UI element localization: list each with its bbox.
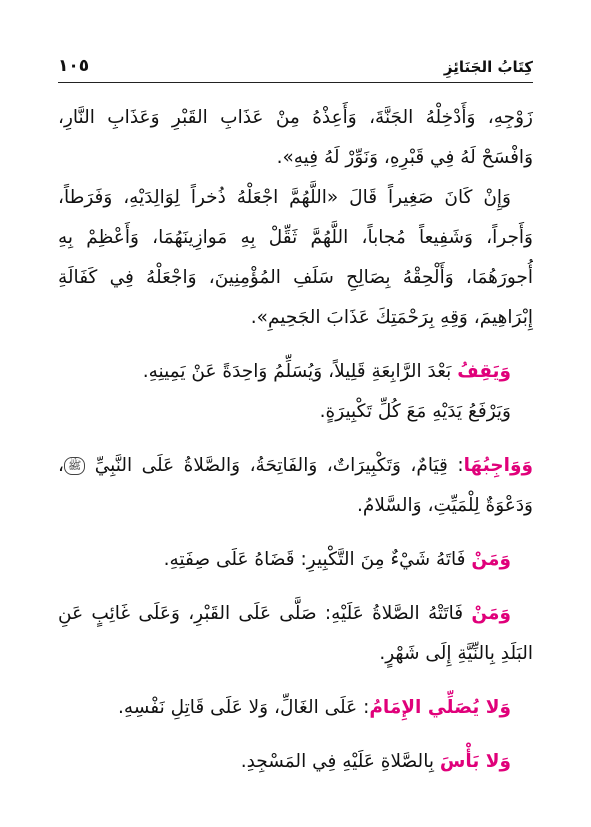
keyword-wa-man: وَمَنْ <box>471 603 511 624</box>
book-title: كِتَابُ الجَنَائِزِ <box>443 58 533 76</box>
keyword-wajibuha: وَوَاجِبُهَا <box>463 455 533 476</box>
paragraph-mosque-prayer <box>58 742 533 782</box>
paragraph-text: : عَلَى الغَالِّ، وَلا عَلَى قَاتِلِ نَفْسِهِ. <box>117 697 370 718</box>
paragraph-text: بِالصَّلاةِ عَلَيْهِ فِي المَسْجِدِ. <box>240 751 440 772</box>
keyword-yaqif: وَيَقِفُ <box>457 361 511 382</box>
paragraph-text: فَاتَتْهُ الصَّلاةُ عَلَيْهِ: صَلَّى عَلَى القَبْرِ، وَعَلَى غَائِبٍ عَنِ البَلَدِ بِالنِّيَّةِ إِلَى شَهْرٍ. <box>58 603 533 664</box>
keyword-imam: وَلا يُصَلِّي الإِمَامُ <box>369 697 511 718</box>
paragraph-missed-takbir <box>58 540 533 580</box>
keyword-wa-man: وَمَنْ <box>471 549 511 570</box>
paragraph-imam-not-pray <box>58 688 533 728</box>
paragraph-raising-hands: وَيَرْفَعُ يَدَيْهِ مَعَ كُلِّ تَكْبِيرَةٍ. <box>319 401 511 422</box>
paragraph-text: فَاتَهُ شَيْءٌ مِنَ التَّكْبِيرِ: قَضَاهُ عَلَى صِفَتِهِ. <box>163 549 472 570</box>
salla-ligature-icon: ﷺ <box>64 457 85 475</box>
keyword-la-bas: وَلا بَأْسَ <box>439 751 511 772</box>
page-body <box>58 98 533 782</box>
paragraph-text: ، وَدَعْوَةٌ لِلْمَيِّتِ، وَالسَّلامُ. <box>58 455 533 516</box>
paragraph-dua-adult-end: زَوْجِهِ، وَأَدْخِلْهُ الجَنَّةَ، وَأَعِذْهُ مِنْ عَذَابِ القَبْرِ وَعَذَابِ النَّارِ، وَافْسَحْ لَهُ فِي قَبْرِهِ، وَنَوِّرْ لَهُ فِيهِ». <box>58 107 533 168</box>
paragraph-dua-child: وَإِنْ كَانَ صَغِيراً قَالَ «اللَّهُمَّ اجْعَلْهُ ذُخراً لِوَالِدَيْهِ، وَفَرَطاً، وَأَجراً، وَشَفِيعاً مُجاباً، اللَّهُمَّ ثَقِّلْ بِهِ مَوازِينَهُمَا، وَأَعْظِمْ بِهِ أُجورَهُمَا، وَأَلْحِقْهُ بِصَالِحِ سَلَفِ المُؤْمِنِينَ، وَاجْعَلْهُ فِي كَفَالَةِ إِبْرَاهِيمَ، وَقِهِ بِرَحْمَتِكَ عَذَابَ الجَحِيمِ». <box>58 187 533 328</box>
page-number: ١٠٥ <box>58 56 90 76</box>
page-header <box>58 52 533 83</box>
paragraph-missed-prayer <box>58 594 533 674</box>
paragraph-text: : قِيَامٌ، وَتَكْبِيرَاتٌ، وَالفَاتِحَةُ، وَالصَّلاةُ عَلَى النَّبِيِّ <box>94 455 464 476</box>
paragraph-text: بَعْدَ الرَّابِعَةِ قَلِيلاً، وَيُسَلِّمُ وَاحِدَةً عَنْ يَمِينِهِ. <box>142 361 458 382</box>
paragraph-standing-after-fourth <box>58 352 533 392</box>
paragraph-obligations <box>58 446 533 526</box>
